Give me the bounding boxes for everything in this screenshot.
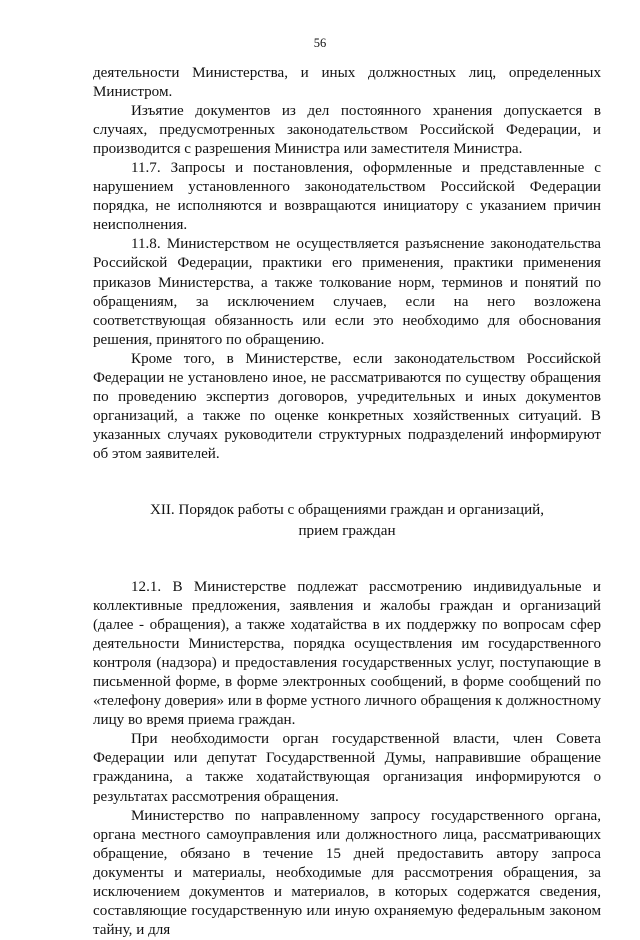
paragraph-11-8: 11.8. Министерством не осуществляется разъяснение законодательства Российской Федерации, практики его применения, практики применения приказов Министерства, а также толкование норм, терминов и понятий по обращениям, за исключением случаев, если на него возложена соответствующая обязанность или если это необходимо для обоснования решения, принятого по обращению. — [93, 236, 601, 348]
section-heading-line-2: прием граждан — [298, 522, 396, 539]
section-heading — [93, 500, 601, 542]
paragraph-11-7: 11.7. Запросы и постановления, оформленные и представленные с нарушением установленного законодательством Российской Федерации порядка, не исполняются и возвращаются инициатору с указанием причин неисполнения. — [93, 160, 601, 234]
paragraph-document-withdrawal: Изъятие документов из дел постоянного хранения допускается в случаях, предусмотренных законодательством Российской Федерации, и производится с разрешения Министра или заместителя Министра. — [93, 103, 601, 158]
section-heading-line-1: XII. Порядок работы с обращениями граждан и организаций, — [149, 501, 545, 518]
paragraph-additionally: Кроме того, в Министерстве, если законодательством Российской Федерации не установлено иное, не рассматриваются по существу обращения по проведению экспертиз договоров, учредительных и иных документов организаций, а также по оценке конкретных хозяйственных ситуаций. В указанных случаях руководители структурных подразделений информируют об этом заявителей. — [93, 350, 601, 462]
page-number: 56 — [313, 36, 327, 50]
paragraph-12-1: 12.1. В Министерстве подлежат рассмотрению индивидуальные и коллективные предложения, заявления и жалобы граждан и организаций (далее - обращения), а также ходатайства в их поддержку по вопросам сфер деятельности Министерства, порядка осуществления им государственного контроля (надзора) и предоставления государственных услуг, поступающие в письменной форме, в форме электронных сообщений, в форме сообщений по «телефону доверия» или в форме устного личного обращения к должностному лицу во время приема граждан. — [93, 578, 601, 729]
paragraph-continuation: деятельности Министерства, и иных должностных лиц, определенных Министром. — [93, 65, 601, 101]
document-body — [93, 64, 601, 940]
paragraph-informing: При необходимости орган государственной власти, член Совета Федерации или депутат Государственной Думы, направившие обращение гражданина, а также ходатайствующая организация информируются о результатах рассмотрения обращения. — [93, 731, 601, 805]
paragraph-ministry-request: Министерство по направленному запросу государственного органа, органа местного самоуправления или должностного лица, рассматривающих обращение, обязано в течение 15 дней предоставить автору запроса документы и материалы, необходимые для рассмотрения обращения, за исключением документов и материалов, в которых содержатся сведения, составляющие государственную или иную охраняемую федеральным законом тайну, и для — [93, 807, 601, 938]
